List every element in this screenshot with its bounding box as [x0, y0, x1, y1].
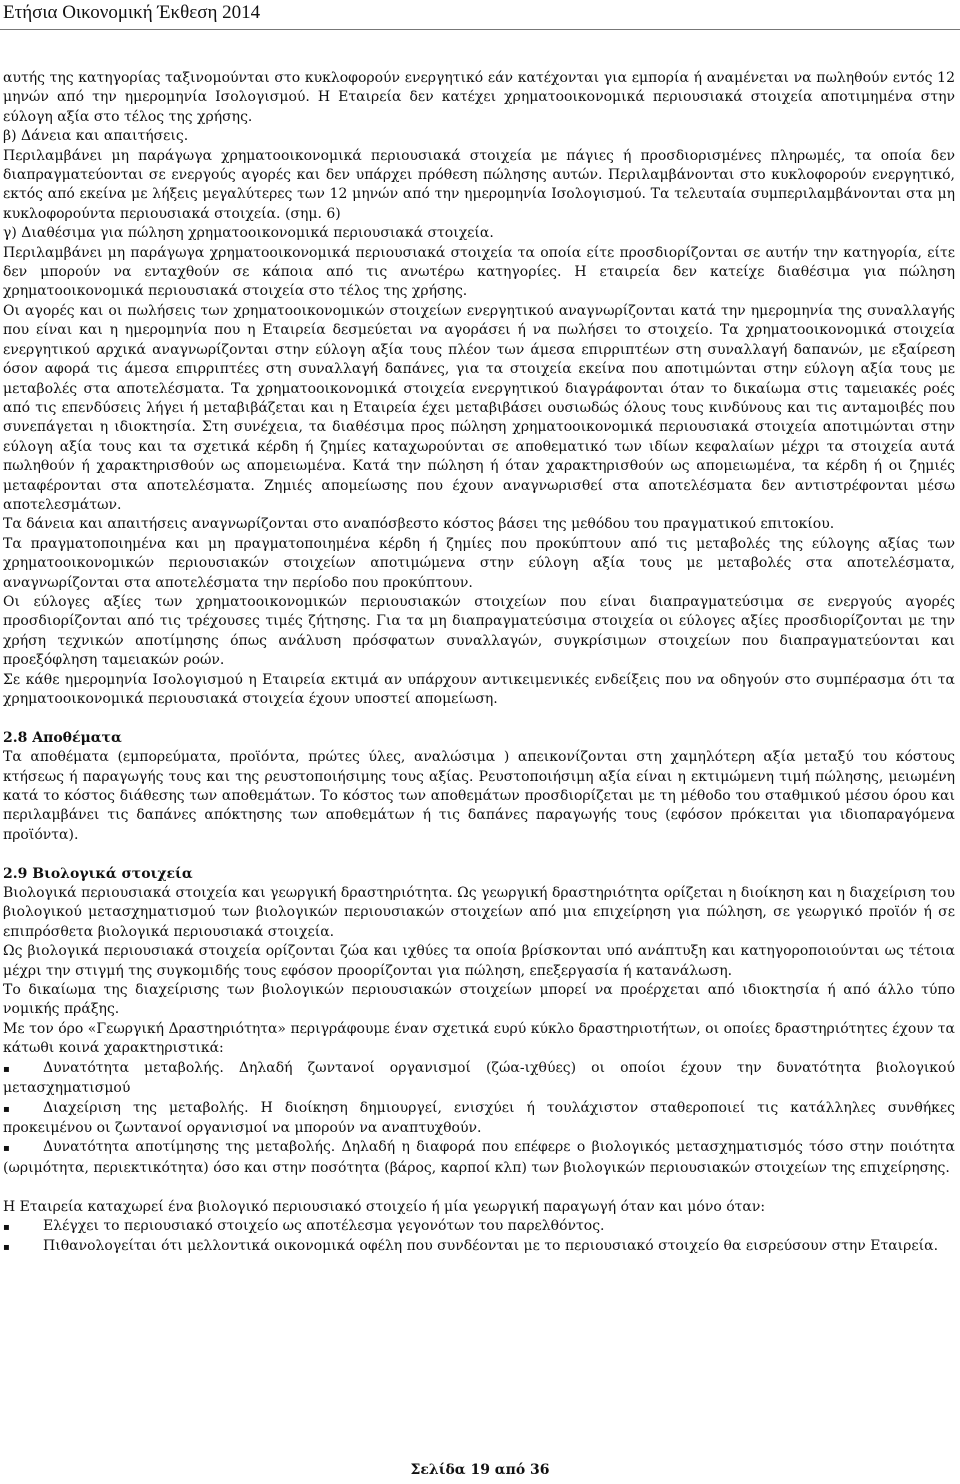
paragraph: Τα αποθέματα (εμπορεύματα, προϊόντα, πρώτες ύλες, αναλώσιμα ) απεικονίζονται στη χαμηλότερη αξία μεταξύ του κόστους κτήσεως ή παραγωγής τους και της ρευστοποιήσιμης τους αξίας. Ρευστοποιήσιμη αξία είναι η εκτιμώμενη τιμή πώλησης, μειωμένη κατά το κόστος διάθεσης των αποθεμάτων. Το κόστος των αποθεμάτων προσδιορίζεται με τη μέθοδο του σταθμικού μέσου όρου και περιλαμβάνει τις δαπάνες απόκτησης των αποθεμάτων ή τις δαπάνες παραγωγής τους (εφόσον πρόκειται για ιδιοπαραγόμενα προϊόντα).: [3, 749, 955, 843]
page-footer: [0, 1462, 960, 1478]
square-bullet-icon: ▪: [3, 1242, 10, 1254]
paragraph: Ως βιολογικά περιουσιακά στοιχεία ορίζονται ζώα και ιχθύες τα οποία βρίσκονται υπό ανάπτυξη και κατηγοροποιούνται ως τέτοια μέχρι την στιγμή της συγκομιδής τους εφόσον προορίζονται για πώληση, επεξεργασία ή κατανάλωση.: [3, 943, 955, 979]
section-heading-biological-assets: 2.9 Βιολογικά στοιχεία: [3, 865, 193, 882]
paragraph: Περιλαμβάνει μη παράγωγα χρηματοοικονομικά περιουσιακά στοιχεία με πάγιες ή προσδιορισμένες πληρωμές, τα οποία δεν διαπραγματεύονται σε ενεργούς αγορές και δεν υπάρχει πρόθεση πώλησης αυτών. Περιλαμβάνονται στο κυκλοφορούν ενεργητικό, εκτός από εκείνα με λήξεις μεγαλύτερες των 12 μηνών από την ημερομηνία Ισολογισμού. Τα τελευταία συμπεριλαμβάνονται στα μη κυκλοφορούντα περιουσιακά στοιχεία. (σημ. 6): [3, 147, 955, 222]
spacer: [3, 845, 955, 864]
list-item: [3, 1059, 955, 1099]
page-number: Σελίδα 19 από 36: [410, 1462, 550, 1478]
paragraph: Τα δάνεια και απαιτήσεις αναγνωρίζονται στο αναπόσβεστο κόστος βάσει της μεθόδου του πραγματικού επιτοκίου.: [3, 516, 835, 533]
section-heading-inventories: 2.8 Αποθέματα: [3, 729, 122, 746]
list-item-text: Πιθανολογείται ότι μελλοντικά οικονομικά οφέλη που συνδέονται με το περιουσιακό στοιχείο θα εισρεύσουν στην Εταιρεία.: [43, 1238, 939, 1255]
spacer: [3, 709, 955, 728]
paragraph: Οι αγορές και οι πωλήσεις των χρηματοοικονομικών στοιχείων ενεργητικού αναγνωρίζονται κατά την ημερομηνία της συναλλαγής που είναι και η ημερομηνία που η Εταιρεία δεσμεύεται να αγοράσει ή να πωλήσει το στοιχείο. Τα χρηματοοικονομικά στοιχεία ενεργητικού αρχικά αναγνωρίζονται στην εύλογη αξία τους πλέον των άμεσα επιρριπτέων στη συναλλαγή δαπανών, με εξαίρεση όσον αφορά τις άμεσα επιρριπτέες στη συναλλαγή δαπάνες, για τα στοιχεία εκείνα που αποτιμώνται στην εύλογη αξία τους με μεταβολές στα αποτελέσματα. Τα χρηματοοικονομικά στοιχεία ενεργητικού διαγράφονται όταν το δικαίωμα στις ταμειακές ροές από τις επενδύσεις λήγει ή μεταβιβάζεται και η Εταιρεία έχει μεταβιβάσει ουσιωδώς όλους τους κινδύνους και τις ανταμοιβές που συνεπάγεται η ιδιοκτησία. Στη συνέχεια, τα διαθέσιμα προς πώληση χρηματοοικονομικά περιουσιακά στοιχεία αποτιμώνται στην εύλογη αξία τους και τα σχετικά κέρδη ή ζημίες καταχωρούνται σε αποθεματικό των ιδίων κεφαλαίων μέχρι τα στοιχεία αυτά πωληθούν ή χαρακτηρισθούν ως απομειωμένα. Κατά την πώληση ή όταν χαρακτηρισθούν ως απομειωμένα, τα κέρδη ή οι ζημιές μεταφέρονται στα αποτελέσματα. Ζημιές απομείωσης που έχουν αναγνωρισθεί στα αποτελέσματα δεν αντιστρέφονται μέσω αποτελεσμάτων.: [3, 302, 955, 513]
list-item: [3, 1217, 955, 1237]
square-bullet-icon: ▪: [3, 1143, 10, 1155]
header-divider: [0, 29, 960, 30]
paragraph: Το δικαίωμα της διαχείρισης των βιολογικών περιουσιακών στοιχείων μπορεί να προέρχεται από ιδιοκτησία ή από άλλο τύπο νομικής πράξης.: [3, 982, 955, 1018]
paragraph: Οι εύλογες αξίες των χρηματοοικονομικών περιουσιακών στοιχείων που είναι διαπραγματεύσιμα σε ενεργούς αγορές προσδιορίζονται από τις τρέχουσες τιμές ζήτησης. Για τα μη διαπραγματεύσιμα στοιχεία οι εύλογες αξίες προσδιορίζονται με την χρήση τεχνικών αποτίμησης όπως ανάλυση πρόσφατων συναλλαγών, συγκρίσιμων στοιχείων που διαπραγματεύονται και προεξόφληση ταμειακών ροών.: [3, 593, 955, 669]
paragraph: Σε κάθε ημερομηνία Ισολογισμού η Εταιρεία εκτιμά αν υπάρχουν αντικειμενικές ενδείξεις που να οδηγούν στο συμπέρασμα ότι τα χρηματοοικονομικά περιουσιακά στοιχεία έχουν υποστεί απομείωση.: [3, 671, 955, 707]
square-bullet-icon: ▪: [3, 1063, 10, 1075]
list-item-text: Δυνατότητα μεταβολής. Δηλαδή ζωντανοί οργανισμοί (ζώα-ιχθύες) οι οποίοι έχουν την δυνατότητα βιολογικού μετασχηματισμού: [3, 1059, 955, 1097]
list-item: [3, 1138, 955, 1178]
paragraph: Με τον όρο «Γεωργική Δραστηριότητα» περιγράφουμε έναν σχετικά ευρύ κύκλο δραστηριοτήτων, οι οποίες δραστηριότητες έχουν τα κάτωθι κοινά χαρακτηριστικά:: [3, 1020, 955, 1057]
paragraph: αυτής της κατηγορίας ταξινομούνται στο κυκλοφορούν ενεργητικό εάν κατέχονται για εμπορία ή αναμένεται να πωληθούν εντός 12 μηνών από την ημερομηνία Ισολογισμού. Η Εταιρεία δεν κατέχει χρηματοοικονομικά περιουσιακά στοιχεία αποτιμημένα στην εύλογη αξία στο τέλος της χρήσης.: [3, 70, 955, 125]
subheading-available-for-sale: γ) Διαθέσιμα για πώληση χρηματοοικονομικά περιουσιακά στοιχεία.: [3, 225, 494, 242]
list-item-text: Ελέγχει το περιουσιακό στοιχείο ως αποτέλεσμα γεγονότων του παρελθόντος.: [43, 1217, 605, 1234]
page-body: [3, 69, 955, 1258]
spacer: [3, 1178, 955, 1197]
square-bullet-icon: ▪: [3, 1103, 10, 1115]
subheading-loans: β) Δάνεια και απαιτήσεις.: [3, 128, 189, 145]
report-title: Ετήσια Οικονομική Έκθεση 2014: [3, 2, 261, 23]
paragraph: Βιολογικά περιουσιακά στοιχεία και γεωργική δραστηριότητα. Ως γεωργική δραστηριότητα ορίζεται η διοίκηση και η διαχείριση του βιολογικού μετασχηματισμού των βιολογικών περιουσιακών στοιχείων από μια επιχείρηση για πώληση, σε γεωργικό προϊόν ή σε επιπρόσθετα βιολογικά περιουσιακά στοιχεία.: [3, 885, 955, 940]
list-item-text: Δυνατότητα αποτίμησης της μεταβολής. Δηλαδή η διαφορά που επέφερε ο βιολογικός μετασχηματισμός τόσο στην ποιότητα (ωριμότητα, περιεκτικότητα) όσο και στην ποσότητα (βάρος, καρποί κλπ) των βιολογικών περιουσιακών στοιχείων της επιχείρησης.: [3, 1139, 955, 1176]
list-item: [3, 1099, 955, 1139]
list-item: [3, 1237, 955, 1257]
list-item-text: Διαχείριση της μεταβολής. Η διοίκηση δημιουργεί, ενισχύει ή τουλάχιστον σταθεροποιεί τις κατάλληλες συνθήκες προκειμένου οι ζωντανοί οργανισμοί να μπορούν να αναπτυχθούν.: [3, 1099, 955, 1136]
square-bullet-icon: ▪: [3, 1221, 10, 1233]
paragraph: Περιλαμβάνει μη παράγωγα χρηματοοικονομικά περιουσιακά στοιχεία τα οποία είτε προσδιορίζονται σε αυτήν την κατηγορία, είτε δεν μπορούν να ενταχθούν σε κάποια από τις ανωτέρω κατηγορίες. Η εταιρεία δεν κατείχε διαθέσιμα για πώληση χρηματοοικονομικά περιουσιακά στοιχεία στο τέλος της χρήσης.: [3, 244, 955, 300]
paragraph: Τα πραγματοποιημένα και μη πραγματοποιημένα κέρδη ή ζημίες που προκύπτουν από τις μεταβολές της εύλογης αξίας των χρηματοοικονομικών περιουσιακών στοιχείων αποτιμώμενα στην εύλογη αξία τους με μεταβολές στα αποτελέσματα, αναγνωρίζονται στα αποτελέσματα την περίοδο που προκύπτουν.: [3, 535, 955, 591]
paragraph: Η Εταιρεία καταχωρεί ένα βιολογικό περιουσιακό στοιχείο ή μία γεωργική παραγωγή όταν και μόνο όταν:: [3, 1198, 766, 1215]
document-header: [0, 0, 960, 30]
